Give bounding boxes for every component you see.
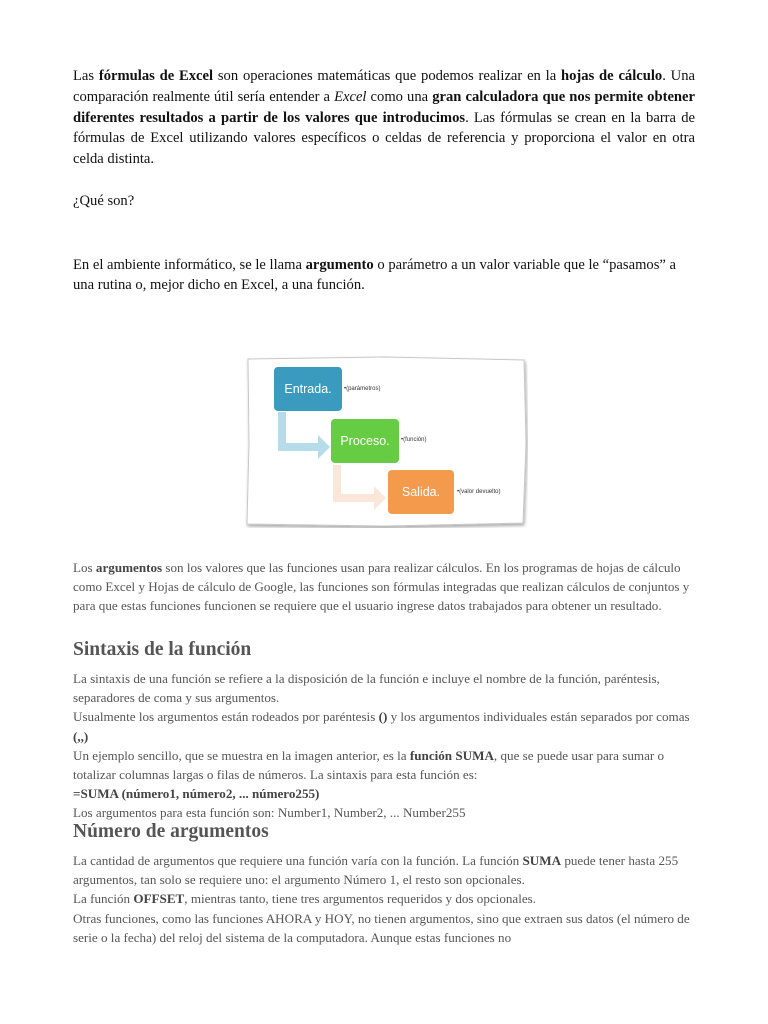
count-line-2 bbox=[73, 889, 698, 908]
bold-text: () bbox=[378, 709, 388, 725]
arguments-section bbox=[73, 558, 698, 616]
count-heading: Número de argumentos bbox=[73, 821, 269, 842]
process-diagram bbox=[244, 355, 528, 528]
italic-text: Excel bbox=[334, 88, 367, 105]
text: Usualmente los argumentos están rodeados por paréntesis bbox=[73, 709, 379, 725]
syntax-line-3 bbox=[73, 746, 698, 784]
text: puede tener hasta 255 argumentos, tan solo se requiere uno: el argumento Número 1, el resto son opcionales. bbox=[73, 853, 679, 888]
text: La cantidad de argumentos que requiere una función varía con la función. La función bbox=[73, 853, 523, 868]
proceso-note: •(función) bbox=[401, 437, 427, 443]
syntax-line-1: La sintaxis de una función se refiere a la disposición de la función e incluye el nombre de la función, paréntesis, separadores de coma y sus argumentos. bbox=[73, 671, 660, 706]
syntax-section bbox=[73, 637, 698, 823]
intro-section bbox=[73, 66, 695, 170]
proceso-box bbox=[331, 419, 399, 463]
arguments-paragraph bbox=[73, 558, 698, 616]
text: En el ambiente informático, se le llama bbox=[73, 257, 306, 273]
bold-text: (,,) bbox=[73, 728, 89, 744]
salida-note: •(valor devuelto) bbox=[457, 489, 501, 495]
text: o parámetro a un valor variable que le “pasamos” a una rutina o, mejor dicho en Excel, a una función. bbox=[73, 257, 676, 293]
count-line-1 bbox=[73, 851, 698, 889]
syntax-line-4: Los argumentos para esta función son: Number1, Number2, ... Number255 bbox=[73, 805, 466, 821]
text: . Una comparación realmente útil sería entender a bbox=[73, 68, 695, 105]
syntax-heading: Sintaxis de la función bbox=[73, 639, 252, 660]
bold-text: OFFSET bbox=[133, 891, 185, 907]
entrada-label: Entrada. bbox=[284, 382, 332, 396]
argument-paragraph bbox=[73, 255, 695, 295]
salida-label: Salida. bbox=[401, 485, 441, 499]
bold-text: argumento bbox=[305, 257, 374, 273]
text: , mientras tanto, tiene tres argumentos requeridos y dos opcionales. bbox=[184, 891, 537, 907]
bold-text: SUMA bbox=[522, 853, 562, 868]
text: Un ejemplo sencillo, que se muestra en la imagen anterior, es la bbox=[73, 747, 410, 763]
bold-text: argumentos bbox=[95, 560, 163, 575]
bold-text: hojas de cálculo bbox=[561, 68, 663, 84]
text: Las bbox=[73, 68, 99, 84]
intro-paragraph bbox=[73, 66, 695, 170]
bold-text: fórmulas de Excel bbox=[98, 68, 214, 84]
text: . Las fórmulas se crean en la barra de fórmulas de Excel utilizando valores específicos o celdas de referencia y proporciona el valor en otra celda distinta. bbox=[73, 109, 695, 168]
entrada-box bbox=[274, 367, 342, 411]
bold-text: gran calculadora que nos permite obtener diferentes resultados a partir de los valores que introducimos bbox=[73, 88, 695, 126]
text: y los argumentos individuales están separados por comas bbox=[387, 709, 690, 725]
syntax-formula: =SUMA (número1, número2, ... número255) bbox=[73, 786, 320, 802]
bold-text: función SUMA bbox=[409, 747, 494, 763]
salida-box bbox=[388, 470, 454, 514]
syntax-line-2 bbox=[73, 707, 698, 745]
text: son operaciones matemáticas que podemos realizar en la bbox=[213, 68, 561, 84]
proceso-label: Proceso. bbox=[340, 434, 390, 448]
text: como una bbox=[366, 88, 433, 105]
text: , que se puede usar para sumar o totalizar columnas largas o filas de números. La sintaxis para esta función es: bbox=[73, 747, 665, 783]
question-text: ¿Qué son? bbox=[73, 193, 135, 209]
count-section bbox=[73, 819, 698, 947]
text: Los bbox=[73, 560, 96, 575]
text: son los valores que las funciones usan para realizar cálculos. En los programas de hojas de cálculo como Excel y Hojas de cálculo de Google, las funciones son fórmulas integradas que realizan cálculos de conjuntos y para que estas funciones funcionen se requiere que el usuario ingrese datos trabajados para obtener un resultado. bbox=[73, 560, 690, 614]
text: La función bbox=[73, 891, 134, 907]
count-line-3: Otras funciones, como las funciones AHORA y HOY, no tienen argumentos, sino que extraen sus datos (el número de serie o la fecha) del reloj del sistema de la computadora. Aunque estas funciones no bbox=[73, 910, 690, 945]
entrada-note: •(parámetros) bbox=[344, 386, 381, 392]
